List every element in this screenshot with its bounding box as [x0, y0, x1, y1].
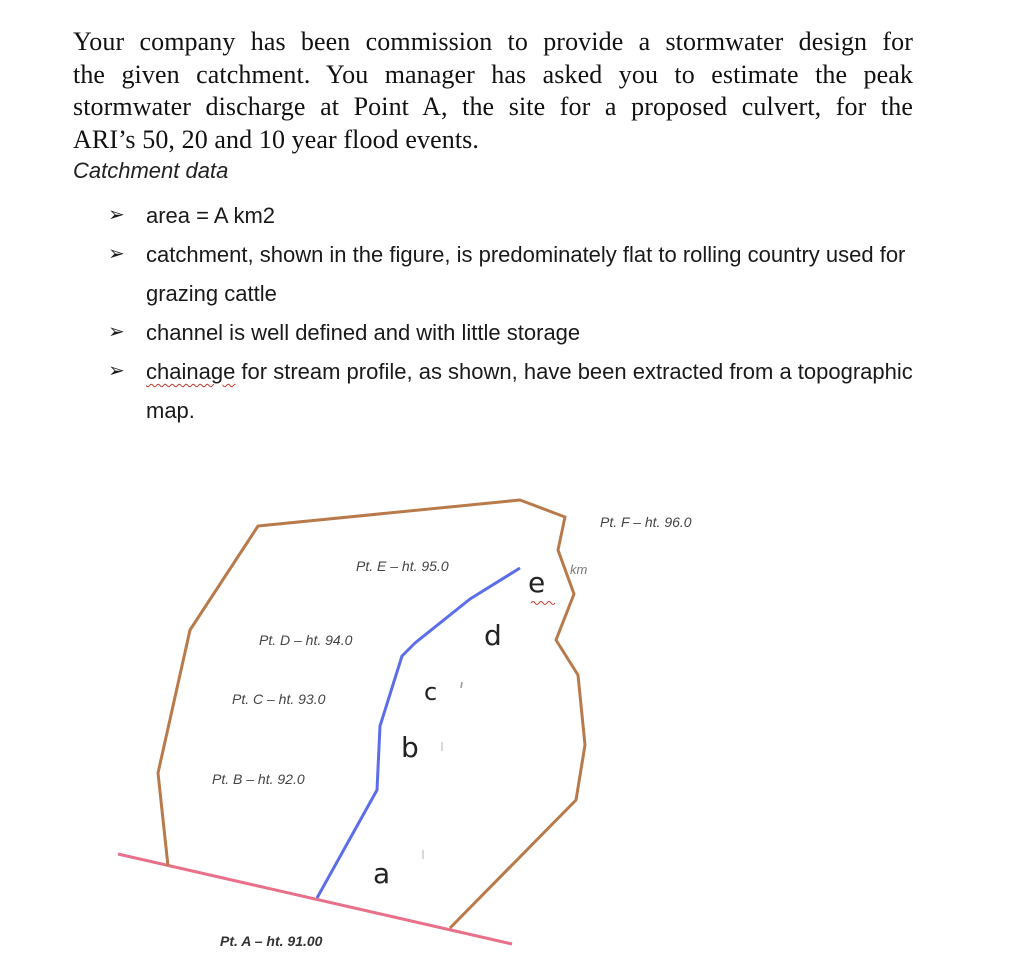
catchment-bullet-list: [108, 196, 928, 430]
segment-a-label: a: [373, 857, 391, 890]
point-c-label: Pt. C – ht. 93.0: [232, 691, 326, 707]
arrow-bullet-icon: ➢: [108, 243, 125, 265]
intro-line: Your company has been commission to provide a stormwater design for: [73, 27, 913, 56]
catchment-data-heading: Catchment data: [73, 158, 229, 183]
bullet-text: area = A km2: [146, 203, 276, 228]
arrow-bullet-icon: ➢: [108, 204, 125, 226]
bullet-text: for stream profile, as shown, have been extracted from a topographic map.: [146, 359, 913, 423]
bullet-text: channel is well defined and with little storage: [146, 320, 581, 345]
intro-paragraph: [73, 26, 913, 156]
point-d-label: Pt. D – ht. 94.0: [259, 632, 353, 648]
arrow-bullet-icon: ➢: [108, 321, 125, 343]
intro-line: stormwater discharge at Point A, the site for a proposed culvert, for the: [73, 92, 913, 121]
point-a-label: Pt. A – ht. 91.00: [220, 933, 323, 949]
bullet-channel: [108, 313, 928, 352]
arrow-bullet-icon: ➢: [108, 360, 125, 382]
segment-d-label: d: [484, 619, 502, 652]
bullet-chainage: [108, 352, 928, 430]
spellcheck-word: chainage: [146, 359, 236, 384]
point-b-label: Pt. B – ht. 92.0: [212, 771, 305, 787]
base-line: [118, 854, 512, 944]
partial-km-label: km: [570, 562, 588, 577]
bullet-text: catchment, shown in the figure, is predominately flat to rolling country used for grazing cattle: [146, 242, 906, 306]
tick-mark: [461, 682, 462, 688]
e-squiggle-underline: [531, 602, 555, 605]
intro-line: the given catchment. You manager has asked you to estimate the peak: [73, 59, 913, 89]
point-f-label: Pt. F – ht. 96.0: [600, 514, 692, 530]
segment-e-label: e: [528, 566, 546, 599]
intro-line: ARI’s 50, 20 and 10 year flood events.: [73, 124, 479, 154]
bullet-catchment: [108, 235, 928, 313]
segment-c-label: c: [424, 678, 438, 706]
catchment-diagram: [0, 470, 1015, 969]
segment-b-label: b: [401, 731, 419, 764]
point-e-label: Pt. E – ht. 95.0: [356, 558, 449, 574]
bullet-area: [108, 196, 928, 235]
